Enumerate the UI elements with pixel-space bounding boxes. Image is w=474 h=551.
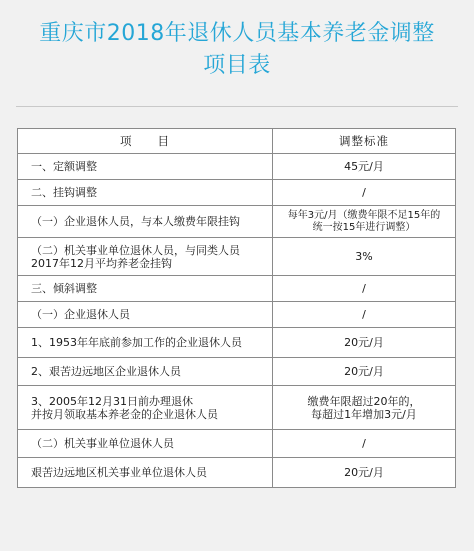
table-row: [18, 328, 456, 358]
row-standard-cell: [273, 206, 456, 238]
row-standard-cell: [273, 386, 456, 430]
title-divider: [16, 106, 458, 107]
row-item-cell: [18, 180, 273, 206]
row-item-cell: [18, 276, 273, 302]
row-item-line: 二、挂钩调整: [31, 186, 97, 199]
row-standard-cell: [273, 458, 456, 488]
row-item-cell: [18, 458, 273, 488]
row-item-line: 3、2005年12月31日前办理退休: [31, 394, 193, 408]
table-row: [18, 302, 456, 328]
row-item-line: （一）企业退休人员: [31, 308, 130, 321]
adjustment-table: [17, 128, 456, 488]
row-standard-cell: [273, 238, 456, 276]
row-item-line: 一、定额调整: [31, 160, 97, 173]
row-standard-line: /: [362, 308, 366, 321]
row-item-cell: [18, 386, 273, 430]
row-standard-line: 20元/月: [344, 466, 384, 479]
row-standard-line: 每超过1年增加3元/月: [311, 407, 417, 421]
header-item: 项 目: [18, 129, 273, 154]
row-standard-cell: [273, 276, 456, 302]
table-row: [18, 430, 456, 458]
row-item-line: （一）企业退休人员，与本人缴费年限挂钩: [31, 215, 240, 228]
table-row: [18, 180, 456, 206]
row-item-line: 2017年12月平均养老金挂钩: [31, 256, 172, 270]
row-standard-cell: [273, 430, 456, 458]
row-standard-line: /: [362, 282, 366, 295]
page-title: [0, 18, 474, 82]
row-standard-line: 缴费年限超过20年的，: [307, 394, 421, 408]
row-item-cell: [18, 358, 273, 386]
row-standard-line: 45元/月: [344, 160, 384, 173]
row-item-line: 艰苦边远地区机关事业单位退休人员: [31, 466, 207, 479]
row-standard-line: 统一按15年进行调整）: [312, 221, 416, 233]
title-line-2: 项目表: [203, 53, 271, 78]
row-item-line: （二）机关事业单位退休人员: [31, 437, 174, 450]
header-standard: 调整标准: [273, 129, 456, 154]
row-standard-line: /: [362, 437, 366, 450]
row-item-cell: [18, 328, 273, 358]
row-standard-line: 3%: [355, 250, 373, 263]
row-item-line: （二）机关事业单位退休人员，与同类人员: [31, 243, 240, 257]
row-standard-line: 每年3元/月（缴费年限不足15年的: [287, 209, 441, 221]
row-standard-line: /: [362, 186, 366, 199]
row-item-line: 三、倾斜调整: [31, 282, 97, 295]
row-item-line: 2、艰苦边远地区企业退休人员: [31, 365, 181, 378]
table-row: [18, 276, 456, 302]
row-item-cell: [18, 302, 273, 328]
row-standard-line: 20元/月: [344, 365, 384, 378]
title-line-1: 重庆市2018年退休人员基本养老金调整: [39, 21, 435, 46]
row-item-cell: [18, 238, 273, 276]
row-item-cell: [18, 206, 273, 238]
row-standard-cell: [273, 154, 456, 180]
row-item-cell: [18, 430, 273, 458]
row-item-line: 并按月领取基本养老金的企业退休人员: [31, 407, 218, 421]
table-body: [18, 154, 456, 488]
row-standard-cell: [273, 328, 456, 358]
row-item-cell: [18, 154, 273, 180]
table-row: [18, 458, 456, 488]
table-row: [18, 358, 456, 386]
table-row: [18, 238, 456, 276]
row-standard-cell: [273, 358, 456, 386]
table-row: [18, 154, 456, 180]
table-row: [18, 206, 456, 238]
row-standard-line: 20元/月: [344, 336, 384, 349]
table-header-row: [18, 129, 456, 154]
row-item-line: 1、1953年年底前参加工作的企业退休人员: [31, 336, 242, 349]
row-standard-cell: [273, 302, 456, 328]
table-row: [18, 386, 456, 430]
row-standard-cell: [273, 180, 456, 206]
